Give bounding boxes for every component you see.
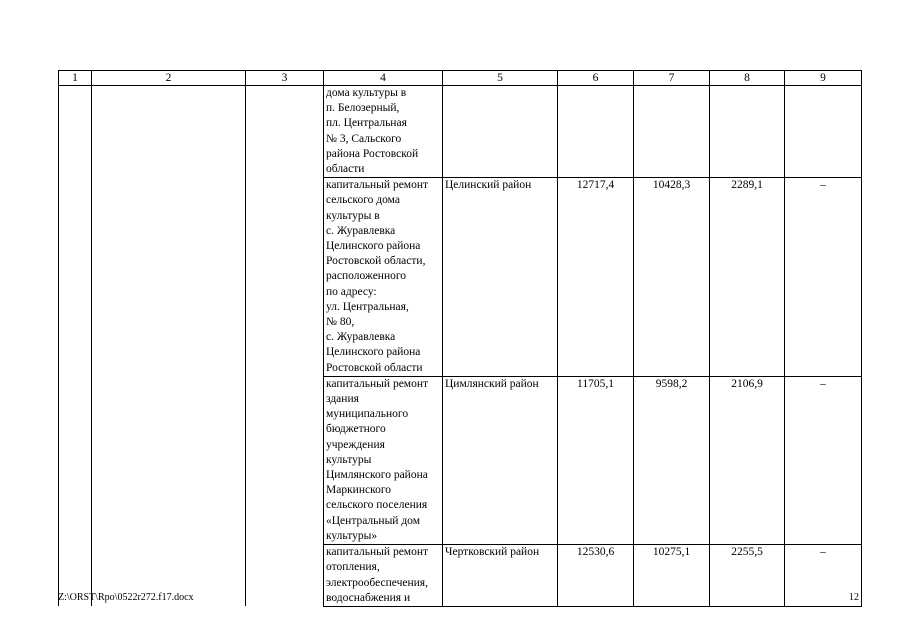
program-cell (92, 86, 246, 607)
object-text-line: Ростовской области, (326, 255, 426, 268)
column-header: 9 (785, 71, 862, 86)
column-number-row (59, 71, 862, 86)
federal-cell: 10275,1 (634, 545, 710, 607)
object-text-line: по адресу: (326, 285, 377, 298)
object-text-line: расположенного (326, 270, 407, 283)
total-cell: 11705,1 (558, 376, 634, 544)
object-text-line: ул. Центральная, (326, 300, 409, 313)
column-header: 8 (710, 71, 785, 86)
table-row (59, 86, 862, 178)
object-text-line: сельского поселения (326, 499, 428, 512)
column-header: 1 (59, 71, 92, 86)
federal-cell: 10428,3 (634, 178, 710, 377)
federal-cell: 9598,2 (634, 376, 710, 544)
regional-cell: 2289,1 (710, 178, 785, 377)
footer-file-path: Z:\ORST\Rpo\0522r272.f17.docx (58, 592, 194, 603)
object-cell (324, 545, 443, 607)
local-cell: – (785, 376, 862, 544)
object-text-line: капитальный ремонт (326, 179, 429, 192)
object-cell (324, 86, 443, 178)
activity-cell (246, 86, 324, 607)
object-text-line: с. Журавлевка (326, 331, 396, 344)
object-text-line: № 3, Сальского (326, 132, 402, 145)
column-header: 4 (324, 71, 443, 86)
total-cell (558, 86, 634, 178)
object-text-line: дома культуры в (326, 87, 407, 99)
object-text-line: Маркинского (326, 484, 392, 497)
column-header: 6 (558, 71, 634, 86)
column-header: 5 (443, 71, 558, 86)
object-text-line: бюджетного (326, 423, 386, 436)
object-text-line: области (326, 163, 365, 176)
regional-cell (710, 86, 785, 178)
object-text-line: муниципального (326, 408, 409, 421)
object-text-line: здания (326, 393, 359, 406)
object-text-line: водоснабжения и (326, 591, 411, 604)
object-text-line: культуры в (326, 209, 380, 222)
regional-cell: 2106,9 (710, 376, 785, 544)
footer-page-number: 12 (849, 592, 859, 603)
district-cell: Целинский район (443, 178, 558, 377)
regional-cell: 2255,5 (710, 545, 785, 607)
object-text-line: отопления, (326, 561, 380, 574)
object-text-line: с. Журавлевка (326, 224, 396, 237)
object-text-line: района Ростовской (326, 147, 419, 160)
object-text-line: культуры» (326, 529, 378, 542)
object-text-line: капитальный ремонт (326, 377, 429, 390)
local-cell: – (785, 178, 862, 377)
object-text-line: Цимлянского района (326, 469, 428, 482)
row-number-cell (59, 86, 92, 607)
district-cell (443, 86, 558, 178)
total-cell: 12530,6 (558, 545, 634, 607)
object-cell (324, 178, 443, 377)
object-text-line: № 80, (326, 316, 355, 329)
object-cell (324, 376, 443, 544)
local-cell (785, 86, 862, 178)
district-cell: Чертковский район (443, 545, 558, 607)
local-cell: – (785, 545, 862, 607)
object-text-line: учреждения (326, 438, 385, 451)
total-cell: 12717,4 (558, 178, 634, 377)
column-header: 3 (246, 71, 324, 86)
object-text-line: п. Белозерный, (326, 102, 400, 115)
object-text-line: Целинского района (326, 346, 421, 359)
object-text-line: сельского дома (326, 194, 400, 207)
data-table (58, 70, 862, 607)
federal-cell (634, 86, 710, 178)
object-text-line: «Центральный дом (326, 514, 420, 527)
object-text-line: капитальный ремонт (326, 546, 429, 559)
column-header: 7 (634, 71, 710, 86)
object-text-line: культуры (326, 453, 372, 466)
object-text-line: электрообеспечения, (326, 576, 428, 589)
object-text-line: пл. Центральная (326, 117, 407, 130)
district-cell: Цимлянский район (443, 376, 558, 544)
object-text-line: Целинского района (326, 240, 421, 253)
object-text-line: Ростовской области (326, 361, 423, 374)
column-header: 2 (92, 71, 246, 86)
